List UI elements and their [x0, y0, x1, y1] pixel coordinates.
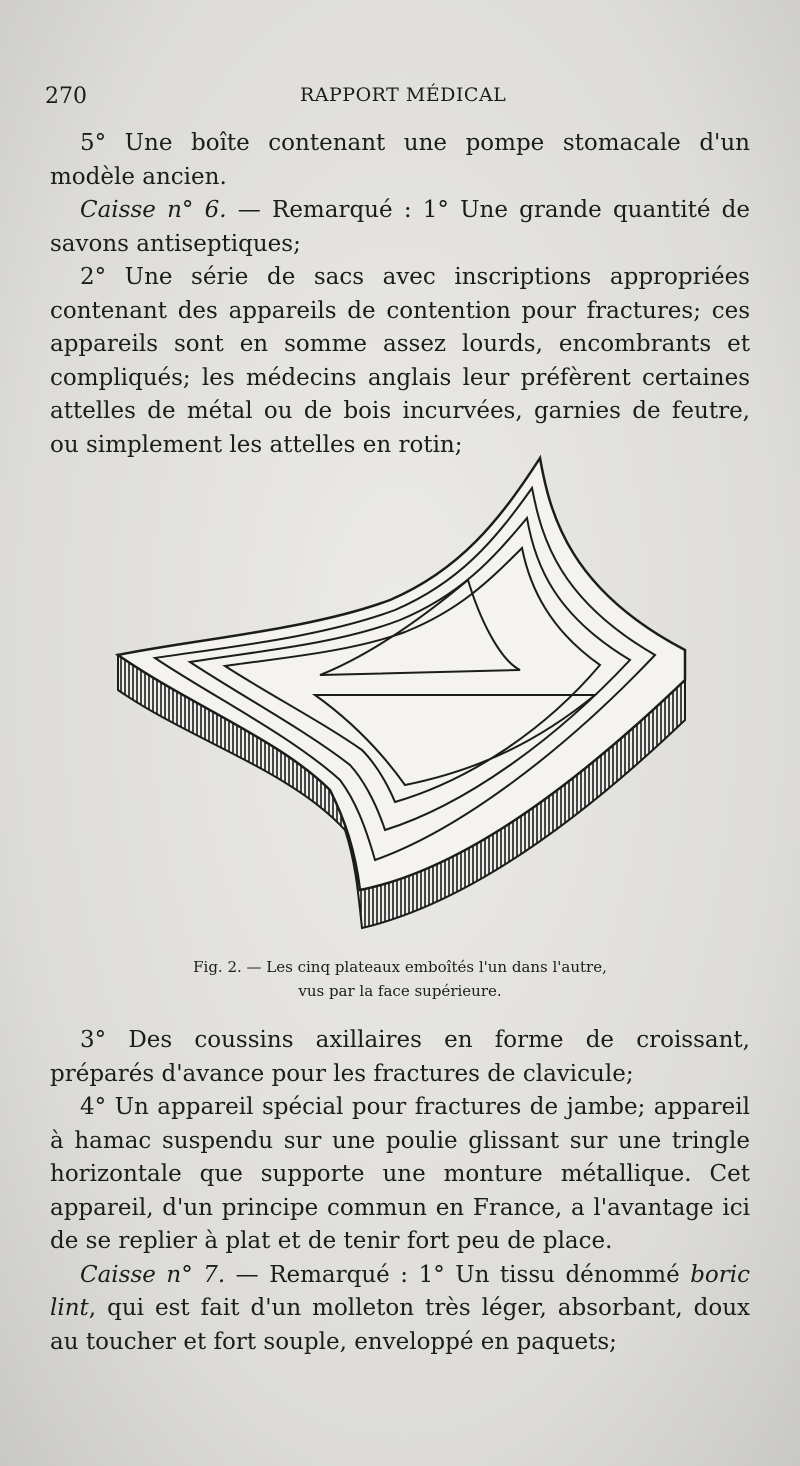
- bottom-text-block: [50, 1024, 750, 1359]
- caisse-7-text-a: — Remarqué : 1° Un tissu dénommé: [225, 1261, 691, 1288]
- boric-lint-term: boric lint: [50, 1261, 751, 1321]
- caption-line-2: vus par la face supérieure.: [298, 982, 502, 1000]
- caisse-6-label: Caisse n° 6.: [80, 197, 227, 223]
- caisse-6-text: — Remarqué : 1° Une grande quantité de savons antiseptiques;: [50, 197, 751, 257]
- paragraph-sacs-appareils: 2° Une série de sacs avec inscriptions appropriées contenant des appareils de contention pour fractures; ces appareils sont en somme assez lourds, encombrants et compliqués; les médecins anglais leur préfèrent certaines attelles de métal ou de bois incurvées, garnies de feutre, ou simplement les attelles en rotin;: [50, 264, 750, 458]
- caption-line-1: Fig. 2. — Les cinq plateaux emboîtés l'un dans l'autre,: [193, 958, 607, 976]
- paragraph-caisse-6: [50, 194, 750, 261]
- plateaux-illustration: [100, 440, 700, 940]
- page-number: 270: [45, 84, 87, 109]
- paragraph-pompe-stomacale: 5° Une boîte contenant une pompe stomacale d'un modèle ancien.: [50, 130, 750, 190]
- caisse-7-text-b: , qui est fait d'un molleton très léger, absorbant, doux au toucher et fort souple, enveloppé en paquets;: [50, 1295, 750, 1355]
- page-header: [45, 84, 740, 114]
- figure-caption: [100, 955, 700, 1003]
- paragraph-coussins: 3° Des coussins axillaires en forme de croissant, préparés d'avance pour les fractures de clavicule;: [50, 1027, 750, 1087]
- paragraph-caisse-7: [50, 1259, 750, 1360]
- caisse-7-label: Caisse n° 7.: [80, 1261, 226, 1288]
- top-text-block: [50, 127, 750, 462]
- running-title: RAPPORT MÉDICAL: [300, 84, 507, 106]
- paragraph-appareil-jambe: 4° Un appareil spécial pour fractures de jambe; appareil à hamac suspendu sur une poulie glissant sur une tringle horizontale que supporte une monture métallique. Cet appareil, d'un principe commun en France, a l'avantage ici de se replier à plat et de tenir fort peu de place.: [50, 1094, 750, 1254]
- figure-plateaux: [100, 440, 700, 940]
